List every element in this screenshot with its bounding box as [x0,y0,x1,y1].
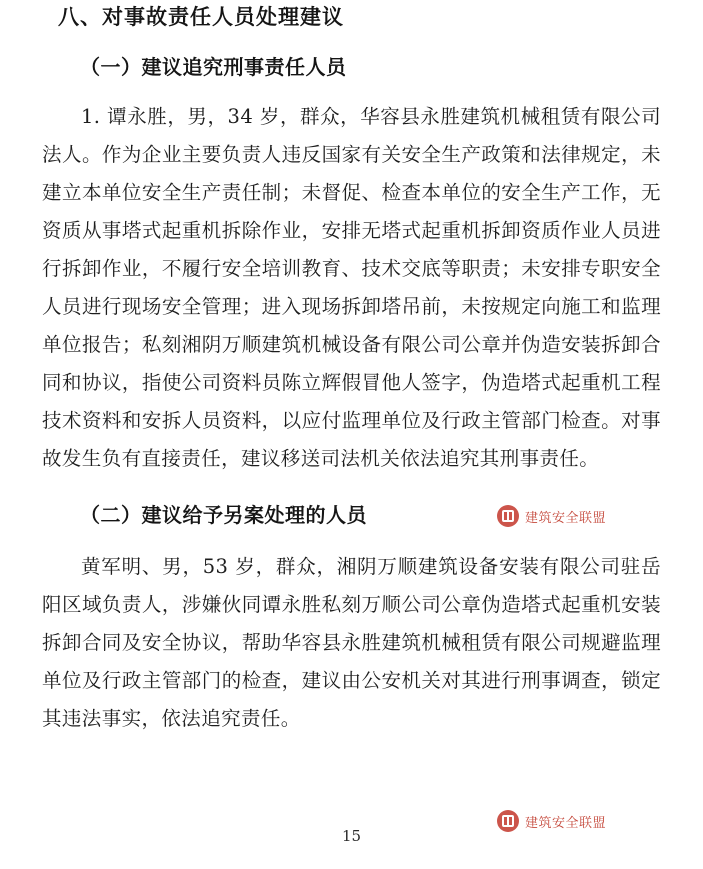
paragraph-1-1: 1. 谭永胜，男，34 岁，群众，华容县永胜建筑机械租赁有限公司法人。作为企业主要负责人违反国家有关安全生产政策和法律规定，未建立本单位安全生产责任制；未督促、检查本单位的安全生产工作，无资质从事塔式起重机拆除作业，安排无塔式起重机拆卸资质作业人员进行拆卸作业，不履行安全培训教育、技术交底等职责；未安排专职安全人员进行现场安全管理；进入现场拆卸塔吊前，未按规定向施工和监理单位报告；私刻湘阴万顺建筑机械设备有限公司公章并伪造安装拆卸合同和协议，指使公司资料员陈立辉假冒他人签字，伪造塔式起重机工程技术资料和安拆人员资料，以应付监理单位及行政主管部门检查。对事故发生负有直接责任，建议移送司法机关依法追究其刑事责任。 [42,105,661,470]
page-top-edge [0,0,703,3]
subsection-heading-2: （二）建议给予另案处理的人员 [80,503,367,527]
page-title: 八、对事故责任人员处理建议 [58,4,344,29]
watermark-label: 建筑安全联盟 [525,815,607,831]
paragraph-2-1: 黄军明、男，53 岁，群众，湘阴万顺建筑设备安装有限公司驻岳阳区域负责人，涉嫌伙同谭永胜私刻万顺公司公章伪造塔式起重机安装拆卸合同及安全协议，帮助华容县永胜建筑机械租赁有限公司规避监理单位及行政主管部门的检查，建议由公安机关对其进行刑事调查，锁定其违法事实，依法追究责任。 [42,555,661,730]
page-number: 15 [341,827,362,845]
watermark-label: 建筑安全联盟 [525,510,607,526]
spacer [42,530,661,548]
subsection-heading-1: （一）建议追究刑事责任人员 [80,55,347,79]
spacer [42,32,661,52]
spacer [42,478,661,500]
spacer [42,82,661,98]
